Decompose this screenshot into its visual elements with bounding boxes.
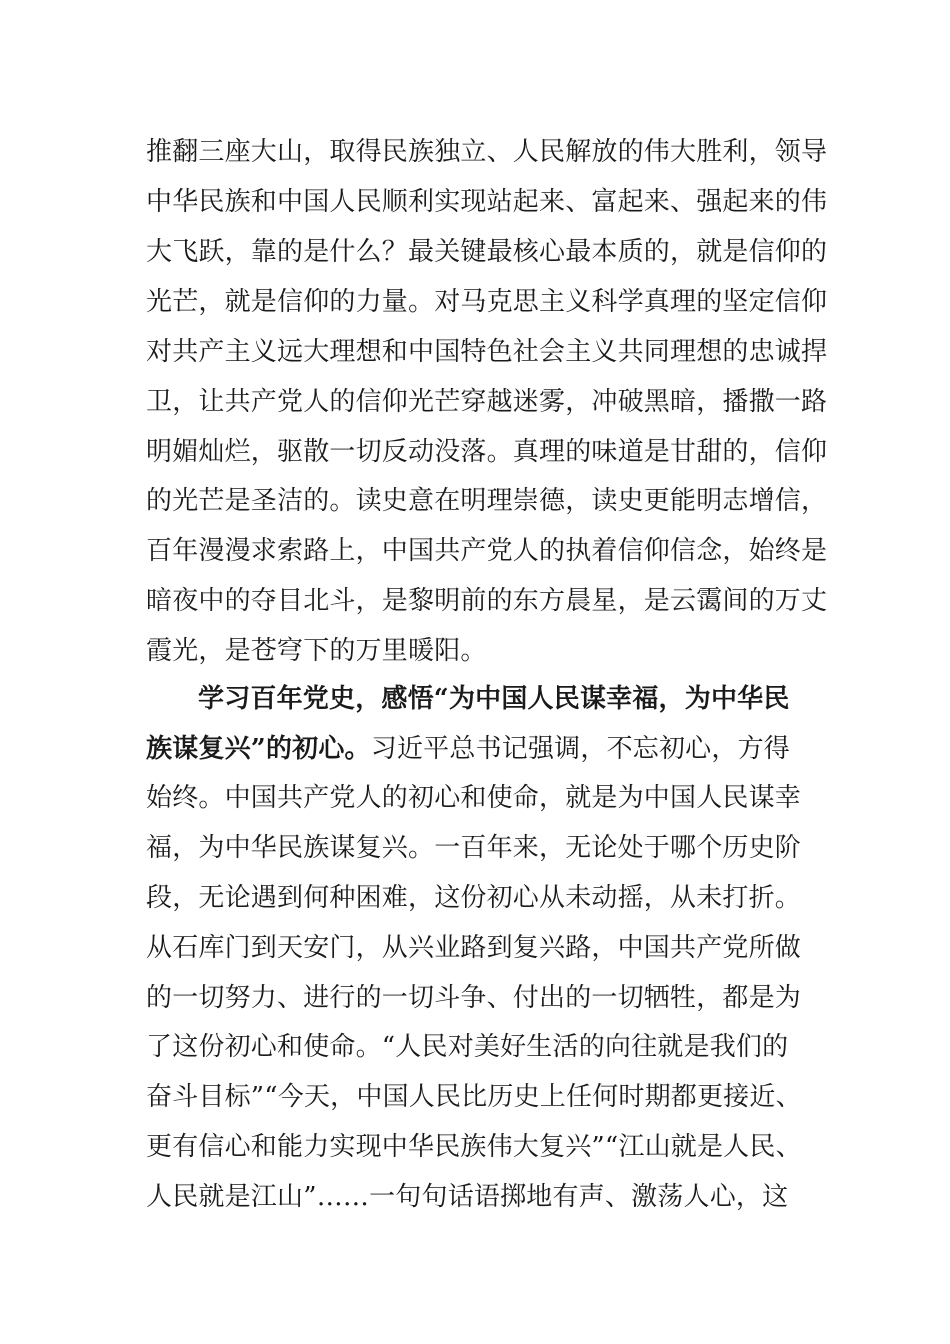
paragraph1-line-5: 对共产主义远大理想和中国特色社会主义共同理想的忠诚捍: [146, 337, 828, 367]
paragraph2-line-6: 从石库门到天安门，从兴业路到复兴路，中国共产党所做: [146, 933, 802, 963]
paragraph2-line-10: 更有信心和能力实现中华民族伟大复兴”“江山就是人民、: [146, 1132, 802, 1162]
paragraph2-heading-line-2: 族谋复兴”的初心。: [146, 734, 371, 764]
paragraph2-line-7: 的一切努力、进行的一切斗争、付出的一切牺牲，都是为: [146, 983, 802, 1013]
paragraph2-line-8: 了这份初心和使命。“人民对美好生活的向往就是我们的: [146, 1032, 789, 1062]
paragraph1-line-4: 光芒，就是信仰的力量。对马克思主义科学真理的坚定信仰: [146, 287, 828, 317]
paragraph1-line-2: 中华民族和中国人民顺利实现站起来、富起来、强起来的伟: [146, 187, 828, 217]
paragraph2-line-5: 段，无论遇到何种困难，这份初心从未动摇，从未打折。: [146, 883, 802, 913]
paragraph1-line-8: 的光芒是圣洁的。读史意在明理崇德，读史更能明志增信，: [146, 486, 828, 516]
paragraph1-line-9: 百年漫漫求索路上，中国共产党人的执着信仰信念，始终是: [146, 536, 828, 566]
paragraph2-line-9: 奋斗目标”“今天，中国人民比历史上任何时期都更接近、: [146, 1082, 802, 1112]
paragraph1-line-10: 暗夜中的夺目北斗，是黎明前的东方晨星，是云霭间的万丈: [146, 586, 828, 616]
paragraph2-line-3: 始终。中国共产党人的初心和使命，就是为中国人民谋幸: [146, 783, 802, 813]
paragraph2-heading-line-1: 学习百年党史，感悟“为中国人民谋幸福，为中华民: [198, 684, 790, 714]
paragraph1-line-11: 霞光，是苍穹下的万里暖阳。: [146, 636, 487, 666]
paragraph1-line-6: 卫，让共产党人的信仰光芒穿越迷雾，冲破黑暗，播撒一路: [146, 387, 828, 417]
paragraph2-line-2: [146, 729, 790, 769]
paragraph1-line-7: 明媚灿烂，驱散一切反动没落。真理的味道是甘甜的，信仰: [146, 437, 828, 467]
paragraph1-line-1: 推翻三座大山，取得民族独立、人民解放的伟大胜利，领导: [146, 137, 828, 167]
paragraph2-line-2-rest: 习近平总书记强调，不忘初心，方得: [370, 734, 790, 764]
paragraph2-line-11: 人民就是江山”……一句句话语掷地有声、激荡人心，这: [146, 1182, 789, 1212]
paragraph2-line-4: 福，为中华民族谋复兴。一百年来，无论处于哪个历史阶: [146, 833, 802, 863]
paragraph1-line-3: 大飞跃，靠的是什么？最关键最核心最本质的，就是信仰的: [146, 237, 828, 267]
